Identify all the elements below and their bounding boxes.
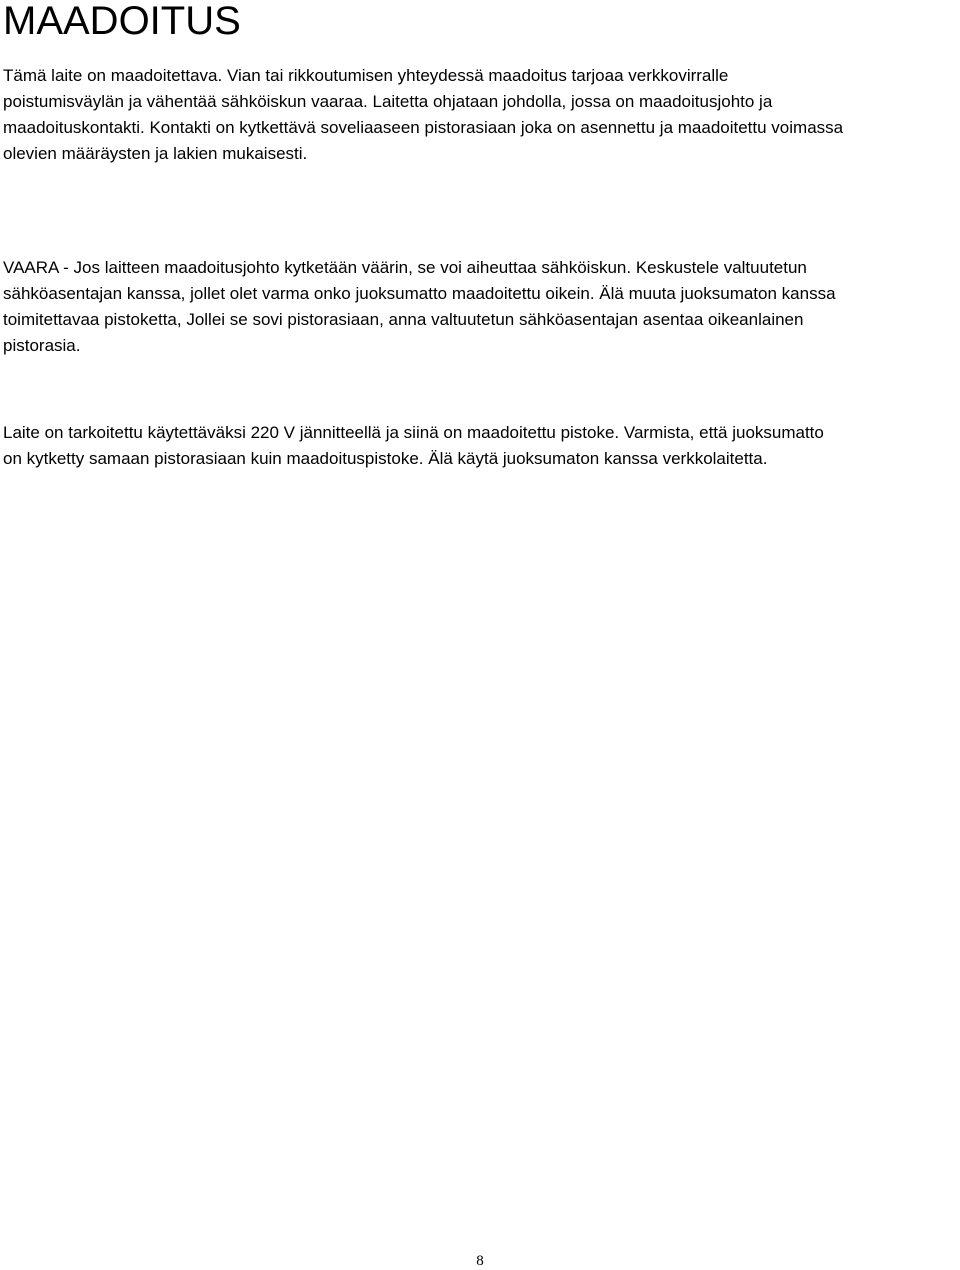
page-title: MAADOITUS xyxy=(3,0,241,43)
paragraph-line: poistumisväylän ja vähentää sähköiskun vaaraa. Laitetta ohjataan johdolla, jossa on maadoitusjohto ja xyxy=(3,92,773,111)
paragraph-line: pistorasia. xyxy=(3,336,81,355)
paragraph-line: sähköasentajan kanssa, jollet olet varma onko juoksumatto maadoitettu oikein. Älä muuta juoksumaton kanssa xyxy=(3,284,836,303)
paragraph-line: maadoituskontakti. Kontakti on kytkettävä soveliaaseen pistorasiaan joka on asennettu ja maadoitettu voimassa xyxy=(3,118,844,137)
paragraph-line: Laite on tarkoitettu käytettäväksi 220 V jännitteellä ja siinä on maadoitettu pistoke. Varmista, että juoksumatto xyxy=(3,423,824,442)
paragraph-line: olevien määräysten ja lakien mukaisesti. xyxy=(3,144,308,163)
page-number: 8 xyxy=(476,1253,484,1269)
grounding-paragraph xyxy=(3,63,960,167)
paragraph-line: toimitettavaa pistoketta, Jollei se sovi pistorasiaan, anna valtuutetun sähköasentajan asentaa oikeanlainen xyxy=(3,310,804,329)
paragraph-line: Tämä laite on maadoitettava. Vian tai rikkoutumisen yhteydessä maadoitus tarjoaa verkkovirralle xyxy=(3,66,729,85)
warning-paragraph xyxy=(3,255,960,359)
paragraph-line: VAARA - Jos laitteen maadoitusjohto kytketään väärin, se voi aiheuttaa sähköiskun. Keskustele valtuutetun xyxy=(3,258,807,277)
voltage-paragraph xyxy=(3,420,960,472)
paragraph-line: on kytketty samaan pistorasiaan kuin maadoituspistoke. Älä käytä juoksumaton kanssa verkkolaitetta. xyxy=(3,449,768,468)
